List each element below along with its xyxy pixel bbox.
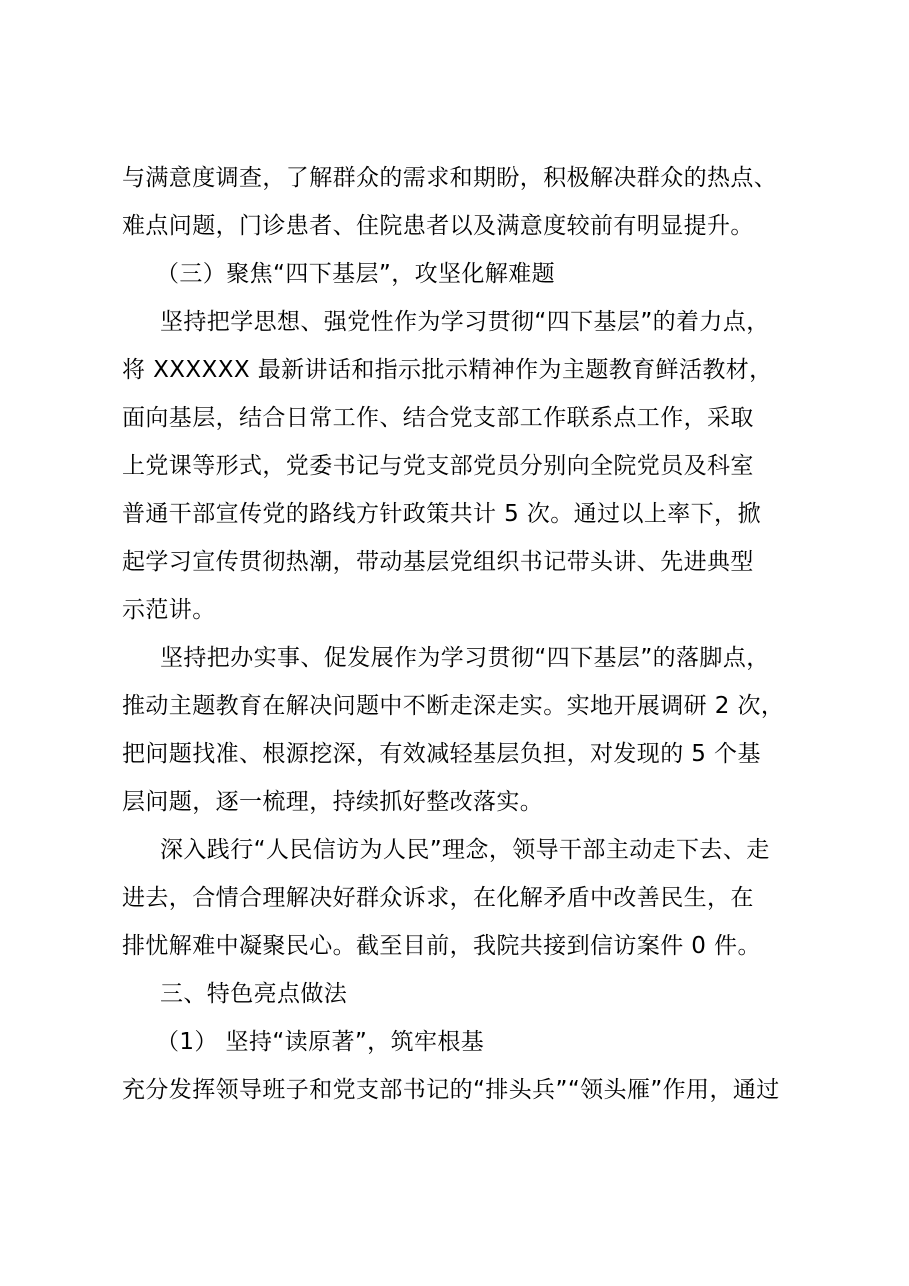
paragraph-line: 将 XXXXXX 最新讲话和指示批示精神作为主题教育鲜活教材， — [122, 357, 773, 383]
paragraph-line: 普通干部宣传党的路线方针政策共计 5 次。通过以上率下，掀 — [122, 501, 761, 527]
paragraph-line: 进去，合情合理解决好群众诉求，在化解矛盾中改善民生，在 — [122, 885, 754, 911]
paragraph-line: 充分发挥领导班子和党支部书记的“排头兵”“领头雁”作用，通过 — [122, 1077, 780, 1103]
paragraph-line: 坚持把办实事、促发展作为学习贯彻“四下基层”的落脚点， — [160, 645, 770, 671]
paragraph-line: 排忧解难中凝聚民心。截至目前，我院共接到信访案件 0 件。 — [122, 933, 761, 959]
subsection-heading: （1） 坚持“读原著”，筑牢根基 — [156, 1029, 485, 1055]
paragraph-line: 深入践行“人民信访为人民”理念，领导干部主动走下去、走 — [160, 837, 770, 863]
section-heading: 三、特色亮点做法 — [160, 981, 348, 1007]
section-heading: （三）聚焦“四下基层”，攻坚化解难题 — [156, 261, 556, 287]
paragraph-line: 层问题，逐一梳理，持续抓好整改落实。 — [122, 789, 544, 815]
paragraph-line: 与满意度调查，了解群众的需求和期盼，积极解决群众的热点、 — [122, 165, 778, 191]
paragraph-line: 面向基层，结合日常工作、结合党支部工作联系点工作，采取 — [122, 405, 754, 431]
paragraph-line: 难点问题，门诊患者、住院患者以及满意度较前有明显提升。 — [122, 213, 754, 239]
paragraph-line: 示范讲。 — [122, 597, 216, 623]
paragraph-line: 把问题找准、根源挖深，有效减轻基层负担，对发现的 5 个基 — [122, 741, 761, 767]
paragraph-line: 推动主题教育在解决问题中不断走深走实。实地开展调研 2 次， — [122, 693, 785, 719]
paragraph-line: 上党课等形式，党委书记与党支部党员分别向全院党员及科室 — [122, 453, 754, 479]
paragraph-line: 坚持把学思想、强党性作为学习贯彻“四下基层”的着力点， — [160, 309, 770, 335]
paragraph-line: 起学习宣传贯彻热潮，带动基层党组织书记带头讲、先进典型 — [122, 549, 754, 575]
